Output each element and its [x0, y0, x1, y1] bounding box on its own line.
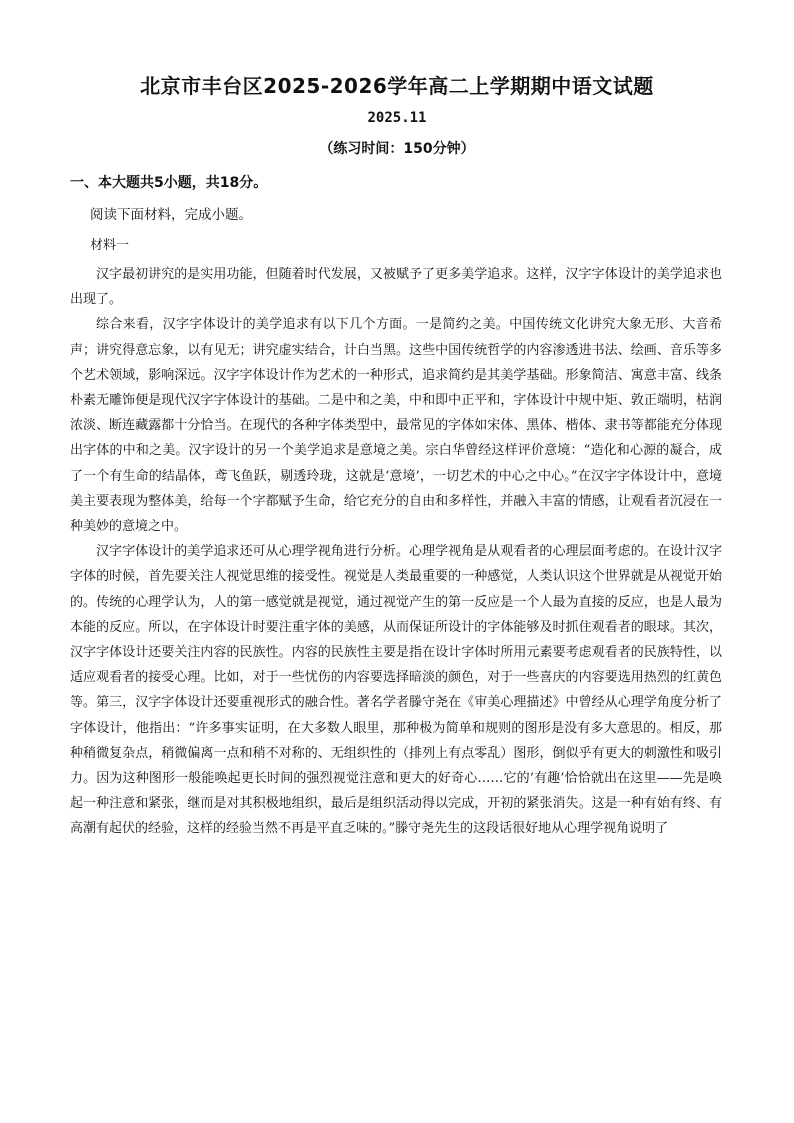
- material-body: [70, 262, 722, 842]
- reading-instruction: 阅读下面材料，完成小题。: [90, 207, 252, 223]
- material-label: 材料一: [90, 238, 130, 253]
- paragraph: 汉字字体设计的美学追求还可从心理学视角进行分析。心理学视角是从观看者的心理层面考虑的。在设计汉字字体的时候，首先要关注人视觉思维的接受性。视觉是人类最重要的一种感觉，人类认识这个世界就是从视觉开始的。传统的心理学认为，人的第一感觉就是视觉，通过视觉产生的第一反应是一个人最为直接的反应，也是人最为本能的反应。所以，在字体设计时要注重字体的美感，从而保证所设计的字体能够及时抓住观看者的眼球。其次，汉字字体设计还要关注内容的民族性。内容的民族性主要是指在设计字体时所用元素要考虑观看者的民族特性，以适应观看者的接受心理。比如，对于一些忧伤的内容要选择暗淡的颜色，对于一些喜庆的内容要选用热烈的红黄色等。第三，汉字字体设计还要重视形式的融合性。著名学者滕守尧在《审美心理描述》中曾经从心理学角度分析了字体设计，他指出：“许多事实证明，在大多数人眼里，那种极为简单和规则的图形是没有多大意思的。相反，那种稍微复杂点，稍微偏离一点和稍不对称的、无组织性的（排列上有点零乱）图形，倒似乎有更大的刺激性和吸引力。因为这种图形一般能唤起更长时间的强烈视觉注意和更大的好奇心……它的‘有趣’恰恰就出在这里——先是唤起一种注意和紧张，继而是对其积极地组织，最后是组织活动得以完成，开初的紧张消失。这是一种有始有终、有高潮有起伏的经验，这样的经验当然不再是平直乏味的。”滕守尧先生的这段话很好地从心理学视角说明了: [70, 544, 722, 837]
- page-title: 北京市丰台区2025-2026学年高二上学期期中语文试题: [140, 74, 654, 98]
- section-heading: 一、本大题共5小题，共18分。: [70, 175, 268, 191]
- paragraph: 综合来看，汉字字体设计的美学追求有以下几个方面。一是简约之美。中国传统文化讲究大象无形、大音希声；讲究得意忘象，以有见无；讲究虚实结合，计白当黑。这些中国传统哲学的内容渗透进书法、绘画、音乐等多个艺术领域，影响深远。汉字字体设计作为艺术的一种形式，追求简约是其美学基础。形象简洁、寓意丰富、线条朴素无雕饰便是现代汉字字体设计的基础。二是中和之美，中和即中正平和，字体设计中规中矩、敦正端明，枯润浓淡、断连藏露都十分恰当。在现代的各种字体类型中，最常见的字体如宋体、黑体、楷体、隶书等都能充分体现出字体的中和之美。汉字设计的另一个美学追求是意境之美。宗白华曾经这样评价意境：“造化和心源的凝合，成了一个有生命的结晶体，鸢飞鱼跃，剔透玲珑，这就是‘意境’，一切艺术的中心之中心。”在汉字字体设计中，意境美主要表现为整体美，给每一个字都赋予生命，给它充分的自由和多样性，并融入丰富的情感，让观看者沉浸在一种美妙的意境之中。: [70, 317, 722, 535]
- exam-date: 2025.11: [367, 110, 427, 126]
- exam-duration: （练习时间：150分钟）: [319, 141, 475, 157]
- paragraph: 汉字最初讲究的是实用功能，但随着时代发展，又被赋予了更多美学追求。这样，汉字字体设计的美学追求也出现了。: [70, 267, 722, 308]
